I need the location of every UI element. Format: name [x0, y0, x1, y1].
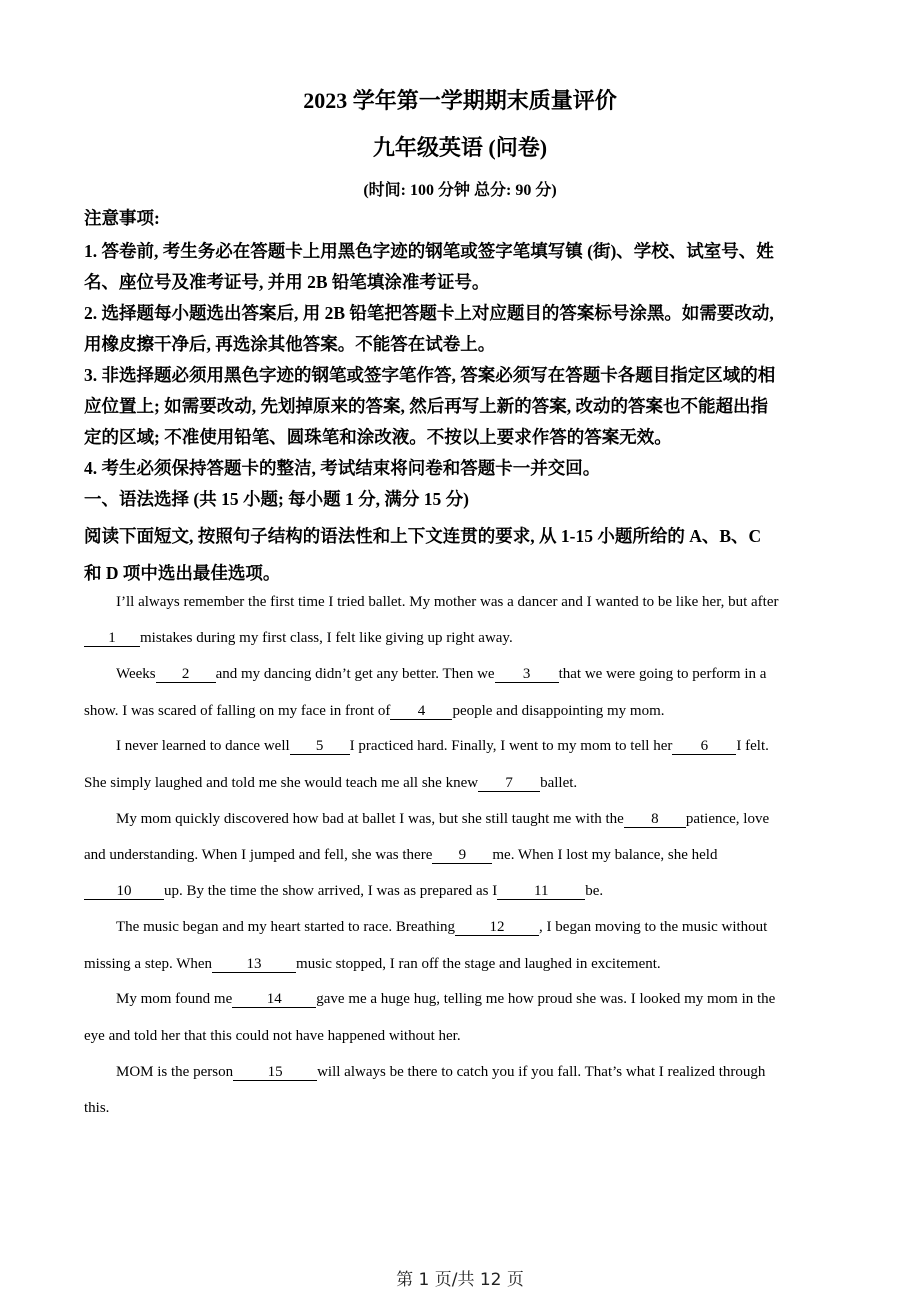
section-heading: 一、语法选择 (共 15 小题; 每小题 1 分, 满分 15 分) [84, 489, 469, 509]
blank-4: 4 [390, 704, 452, 720]
blank-11: 11 [497, 884, 585, 900]
notice-line: 2. 选择题每小题选出答案后, 用 2B 铅笔把答题卡上对应题目的答案标号涂黑。如需要改动, [84, 303, 774, 323]
notice-line: 1. 答卷前, 考生务必在答题卡上用黑色字迹的钢笔或签字笔填写镇 (街)、学校、试室号、姓 [84, 241, 774, 261]
blank-5: 5 [290, 739, 350, 755]
passage-line: show. I was scared of falling on my face in front of 4 people and disappointing my mom. [84, 703, 665, 719]
passage-line: and understanding. When I jumped and fell, she was there 9 me. When I lost my balance, she held [84, 847, 718, 863]
blank-10: 10 [84, 884, 164, 900]
blank-14: 14 [232, 992, 316, 1008]
notice-line: 名、座位号及准考证号, 并用 2B 铅笔填涂准考证号。 [84, 272, 490, 292]
blank-8: 8 [624, 812, 686, 828]
passage-line: My mom found me 14 gave me a huge hug, telling me how proud she was. I looked my mom in the [116, 991, 776, 1007]
passage-line: this. [84, 1100, 110, 1116]
passage-line: 1 mistakes during my first class, I felt like giving up right away. [84, 630, 513, 647]
passage-line: 10 up. By the time the show arrived, I was as prepared as I 11 be. [84, 883, 603, 900]
passage-line: I never learned to dance well 5 I practiced hard. Finally, I went to my mom to tell her 6 I felt. [116, 738, 769, 754]
page-number: 第 1 页/共 12 页 [396, 1270, 524, 1290]
passage-line: eye and told her that this could not have happened without her. [84, 1028, 461, 1044]
passage-line: My mom quickly discovered how bad at ballet I was, but she still taught me with the 8 patience, love [116, 811, 770, 827]
blank-12: 12 [455, 920, 539, 936]
notice-line: 定的区域; 不准使用铅笔、圆珠笔和涂改液。不按以上要求作答的答案无效。 [84, 427, 672, 447]
blank-13: 13 [212, 957, 296, 973]
exam-subtitle: 九年级英语 (问卷) [372, 135, 548, 160]
exam-title: 2023 学年第一学期期末质量评价 [303, 88, 617, 113]
blank-15: 15 [233, 1065, 317, 1081]
passage-line: Weeks 2 and my dancing didn’t get any better. Then we 3 that we were going to perform in a [116, 666, 767, 682]
blank-9: 9 [432, 848, 492, 864]
blank-6: 6 [672, 739, 736, 755]
section-instruction: 和 D 项中选出最佳选项。 [84, 563, 281, 583]
blank-1: 1 [84, 631, 140, 647]
notice-line: 应位置上; 如需要改动, 先划掉原来的答案, 然后再写上新的答案, 改动的答案也不能超出指 [84, 396, 768, 416]
passage-line: I’ll always remember the first time I tried ballet. My mother was a dancer and I wanted to be like her, but after [116, 594, 779, 610]
passage-line: The music began and my heart started to race. Breathing 12 , I began moving to the music without [116, 919, 768, 935]
notice-line: 4. 考生必须保持答题卡的整洁, 考试结束将问卷和答题卡一并交回。 [84, 458, 601, 478]
section-instruction: 阅读下面短文, 按照句子结构的语法性和上下文连贯的要求, 从 1-15 小题所给的 A、B、C [84, 526, 762, 546]
blank-3: 3 [495, 667, 559, 683]
blank-7: 7 [478, 776, 540, 792]
notice-line: 用橡皮擦干净后, 再选涂其他答案。不能答在试卷上。 [84, 334, 496, 354]
exam-meta: (时间: 100 分钟 总分: 90 分) [363, 182, 557, 199]
notice-heading: 注意事项: [84, 208, 160, 228]
passage-line: She simply laughed and told me she would teach me all she knew 7 ballet. [84, 775, 578, 791]
blank-2: 2 [156, 667, 216, 683]
notice-line: 3. 非选择题必须用黑色字迹的钢笔或签字笔作答, 答案必须写在答题卡各题目指定区域的相 [84, 365, 776, 385]
passage-line: missing a step. When 13 music stopped, I ran off the stage and laughed in excitement. [84, 956, 661, 972]
passage-line: MOM is the person 15 will always be there to catch you if you fall. That’s what I realized through [116, 1064, 766, 1080]
